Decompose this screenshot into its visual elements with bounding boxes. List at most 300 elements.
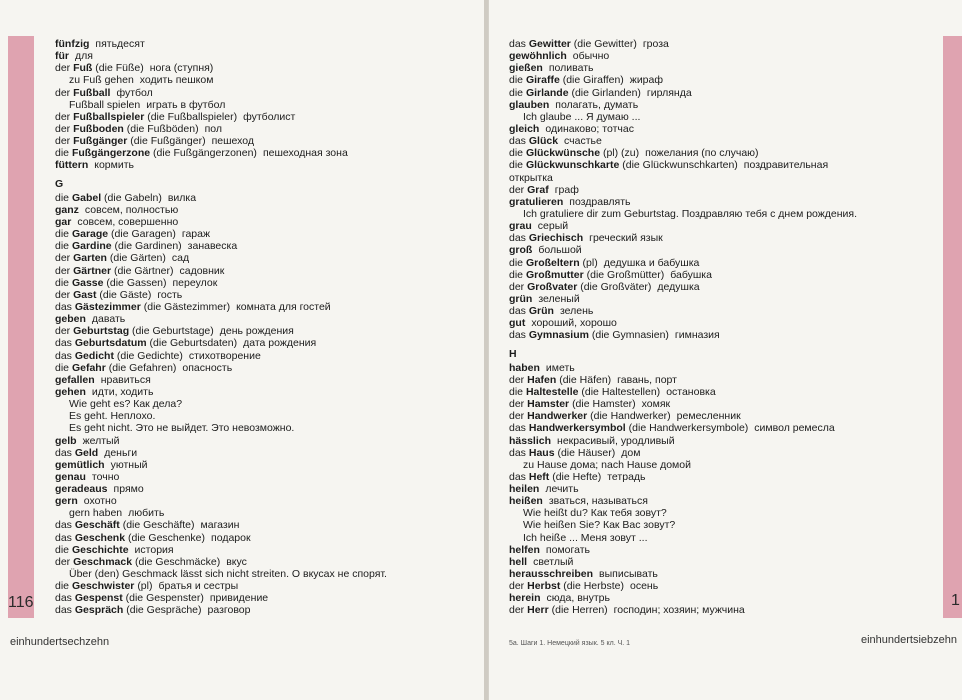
entry-translation: греческий язык [589, 232, 663, 245]
dictionary-entry [509, 184, 939, 196]
entry-headword: Gewitter [528, 38, 571, 50]
entry-article: die [55, 543, 70, 556]
example-phrase [55, 74, 475, 86]
entry-article: der [55, 62, 71, 75]
example-phrase [509, 507, 939, 519]
entry-translation: прямо [113, 483, 144, 496]
dictionary-entry [55, 62, 475, 74]
entry-headword: Girlande [525, 86, 569, 99]
entry-translation: полагать, думать [555, 98, 639, 111]
entry-translation: поливать [548, 62, 594, 75]
entry-article: die [509, 256, 524, 269]
entry-headword: Grün [528, 305, 554, 318]
entry-translation: охотно [83, 495, 117, 508]
entry-grammar: (die Gärtner) [113, 264, 174, 277]
entry-translation: пол [204, 122, 222, 135]
example-phrase [509, 532, 939, 544]
example-phrase [509, 459, 939, 471]
entry-grammar: (die Gabeln) [104, 191, 162, 204]
entry-translation: светлый [533, 555, 574, 568]
entry-translation: поздравительная [743, 159, 829, 172]
entry-grammar: (die Fußgängerzonen) [153, 147, 257, 160]
entry-headword: gemütlich [55, 458, 105, 471]
entry-grammar: (die Girlanden) [571, 86, 641, 99]
entry-headword: Gast [73, 288, 97, 301]
entry-headword: Großvater [527, 280, 578, 293]
example-phrase [55, 410, 475, 422]
entry-translation: пешеходная зона [262, 147, 348, 160]
entry-article: das [55, 337, 72, 350]
entry-translation: зеленый [538, 292, 580, 305]
dictionary-entry [509, 50, 939, 62]
entry-grammar: (die Geburtstage) [132, 325, 214, 338]
entry-grammar: (pl) (zu) [602, 147, 640, 160]
entry-headword: Gabel [71, 191, 102, 204]
entry-translation: большой [538, 244, 582, 257]
dictionary-entry [509, 329, 939, 341]
phrase-text: Wie heißen Sie? Как Вас зовут? [523, 519, 676, 532]
phrase-text: Es geht nicht. Это не выйдет. Это невозможно. [69, 422, 295, 435]
entry-translation: переулок [172, 276, 218, 289]
dictionary-entry [55, 135, 475, 147]
entry-grammar: (die Großmütter) [586, 268, 665, 281]
entry-translation: дедушка [657, 280, 700, 293]
entry-headword: Glückwunschkarte [525, 159, 620, 172]
letter-heading: H [509, 347, 517, 360]
dictionary-entry [509, 362, 939, 374]
entry-article: der [55, 110, 71, 123]
entry-translation: вилка [167, 191, 197, 204]
dictionary-entry [509, 293, 939, 305]
dictionary-entry [55, 435, 475, 447]
entry-article: die [55, 147, 70, 160]
entry-article: die [509, 147, 524, 160]
phrase-text: zu Fuß gehen [69, 74, 134, 87]
right-page-color-tab [943, 36, 962, 618]
dictionary-entry [509, 87, 939, 99]
entry-grammar: (die Häfen) [559, 373, 612, 386]
entry-translation: хомяк [641, 398, 671, 411]
entry-translation: стихотворение [188, 349, 261, 362]
entry-headword: füttern [55, 159, 89, 172]
dictionary-entry [55, 240, 475, 252]
dictionary-entry [55, 216, 475, 228]
entry-headword: Fußboden [73, 122, 124, 135]
entry-translation: дедушка и бабушка [603, 256, 700, 269]
entry-translation: пожелания (по случаю) [645, 147, 759, 160]
entry-translation: тетрадь [607, 470, 646, 483]
entry-translation: магазин [200, 519, 240, 532]
entry-grammar: (die Hefte) [552, 470, 602, 483]
entry-translation: гость [157, 288, 183, 301]
entry-article: das [55, 592, 72, 605]
entry-article: das [55, 531, 72, 544]
entry-headword: Giraffe [525, 74, 560, 87]
entry-article: das [509, 305, 526, 318]
entry-headword: Hafen [527, 373, 557, 386]
dictionary-entry [55, 556, 475, 568]
entry-headword: ganz [55, 203, 79, 216]
dictionary-entry [509, 62, 939, 74]
entry-grammar: (die Gassen) [106, 276, 167, 289]
entry-headword: Griechisch [528, 232, 584, 245]
dictionary-entry [55, 337, 475, 349]
entry-headword: Fußball [73, 86, 111, 99]
entry-headword: Haus [528, 446, 555, 459]
entry-headword: heißen [509, 495, 543, 508]
entry-headword: glauben [509, 98, 550, 111]
example-phrase [55, 99, 475, 111]
entry-headword: Heft [528, 470, 550, 483]
entry-grammar: (die Geburtsdaten) [149, 337, 238, 350]
dictionary-entry [55, 159, 475, 171]
dictionary-entry [509, 422, 939, 434]
entry-headword: Gasse [71, 276, 104, 289]
entry-translation: привидение [209, 592, 269, 605]
entry-translation: выписывать [599, 568, 658, 581]
entry-headword: Fußgänger [73, 135, 128, 148]
entry-headword: helfen [509, 543, 540, 556]
entry-headword: Geschäft [74, 519, 120, 532]
entry-translation: сюда, внутрь [546, 592, 610, 605]
dictionary-entry [509, 147, 939, 159]
dictionary-entry [55, 471, 475, 483]
phrase-translation: ходить пешком [139, 74, 214, 87]
dictionary-entry [509, 495, 939, 507]
entry-translation: нога (ступня) [149, 62, 214, 75]
dictionary-entry [509, 568, 939, 580]
right-page-footnote: 5а. Шаги 1. Немецкий язык. 5 кл. Ч. 1 [509, 640, 631, 647]
entry-headword: Geburtstag [73, 325, 130, 338]
example-phrase [509, 208, 939, 220]
left-page-number: 116 [8, 594, 34, 611]
entry-headword: Geburtsdatum [74, 337, 147, 350]
dictionary-entry [55, 386, 475, 398]
entry-article: die [55, 361, 70, 374]
example-phrase [55, 507, 475, 519]
dictionary-entry [55, 447, 475, 459]
entry-article: der [55, 288, 71, 301]
dictionary-entry [509, 38, 939, 50]
entry-translation: комната для гостей [236, 300, 331, 313]
entry-headword: gewöhnlich [509, 50, 567, 63]
dictionary-entry [509, 604, 939, 616]
entry-headword: Geld [74, 446, 99, 459]
dictionary-entry [55, 147, 475, 159]
entry-headword: Fußgängerzone [71, 147, 151, 160]
entry-translation: остановка [666, 385, 716, 398]
dictionary-entry [55, 313, 475, 325]
dictionary-entry [55, 228, 475, 240]
entry-article: der [509, 398, 525, 411]
entry-article: der [509, 604, 525, 617]
entry-article: die [55, 276, 70, 289]
dictionary-entry [509, 269, 939, 281]
entry-grammar: (die Gefahren) [108, 361, 177, 374]
entry-article: die [509, 159, 524, 172]
entry-translation: желтый [82, 434, 120, 447]
entry-headword: Geschmack [73, 555, 133, 568]
dictionary-entry [509, 232, 939, 244]
entry-translation: серый [537, 220, 569, 233]
entry-grammar: (die Haltestellen) [581, 385, 661, 398]
dictionary-entry [509, 435, 939, 447]
entry-translation: садовник [179, 264, 225, 277]
dictionary-entry [509, 447, 939, 459]
entry-headword: Geschenk [74, 531, 126, 544]
entry-translation: осень [630, 580, 659, 593]
entry-grammar: (die Herbste) [563, 580, 624, 593]
example-phrase [55, 568, 475, 580]
entry-translation: некрасивый, уродливый [557, 434, 675, 447]
entry-grammar: (die Gespenster) [125, 592, 204, 605]
entry-translation: гроза [642, 38, 669, 50]
entry-grammar: (die Gewitter) [573, 38, 637, 50]
entry-headword: gar [55, 215, 72, 228]
entry-grammar: (die Großväter) [580, 280, 652, 293]
dictionary-entry [509, 317, 939, 329]
phrase-translation: любить [128, 507, 165, 520]
entry-translation: пятьдесят [95, 38, 145, 50]
phrase-text: Ich glaube ... Я думаю ... [523, 110, 641, 123]
entry-grammar: (die Glückwunschkarten) [622, 159, 738, 172]
dictionary-entry [509, 257, 939, 269]
dictionary-entry [509, 159, 939, 171]
entry-grammar: (die Geschmäcke) [135, 555, 221, 568]
entry-article: der [55, 264, 71, 277]
dictionary-entry [509, 281, 939, 293]
phrase-text: gern haben [69, 507, 123, 520]
dictionary-entry [509, 123, 939, 135]
entry-grammar: (pl) [137, 580, 153, 593]
entry-translation: дата рождения [243, 337, 317, 350]
entry-article: die [509, 385, 524, 398]
entry-headword: Gärtner [73, 264, 112, 277]
entry-headword: genau [55, 470, 86, 483]
entry-translation: пешеход [211, 135, 255, 148]
entry-article: das [509, 38, 526, 50]
entry-grammar: (die Giraffen) [562, 74, 624, 87]
entry-headword: Glückwünsche [525, 147, 601, 160]
entry-article: der [509, 373, 525, 386]
entry-translation: иметь [545, 361, 575, 374]
entry-translation: история [134, 543, 174, 556]
dictionary-entry [55, 483, 475, 495]
entry-headword: gießen [509, 62, 543, 75]
entry-headword: Graf [527, 183, 549, 196]
dictionary-entry [509, 398, 939, 410]
entry-translation: помогать [545, 543, 590, 556]
entry-grammar: (die Gärten) [109, 252, 166, 265]
entry-translation: день рождения [219, 325, 294, 338]
entry-translation: гавань, порт [617, 373, 677, 386]
entry-headword: gelb [55, 434, 77, 447]
continuation-line [509, 172, 939, 184]
entry-article: das [55, 604, 72, 617]
dictionary-entry [55, 87, 475, 99]
entry-grammar: (die Gardinen) [114, 240, 182, 253]
phrase-text: Wie geht es? Как дела? [69, 398, 183, 411]
entry-grammar: (die Gästezimmer) [143, 300, 231, 313]
entry-headword: Haltestelle [525, 385, 579, 398]
example-phrase [509, 519, 939, 531]
entry-article: die [55, 228, 70, 241]
entry-translation: гирлянда [646, 86, 692, 99]
dictionary-entry [55, 532, 475, 544]
dictionary-entry [55, 277, 475, 289]
entry-article: die [55, 580, 70, 593]
entry-headword: geradeaus [55, 483, 108, 496]
letter-heading: G [55, 177, 64, 190]
entry-translation: поздравлять [569, 195, 631, 208]
right-dictionary-column [509, 38, 939, 617]
entry-translation: бабушка [670, 268, 712, 281]
entry-grammar: (die Gespräche) [126, 604, 202, 617]
entry-translation: опасность [182, 361, 233, 374]
phrase-text: открытка [509, 171, 553, 184]
entry-headword: gratulieren [509, 195, 564, 208]
entry-translation: деньги [104, 446, 138, 459]
dictionary-entry [55, 325, 475, 337]
dictionary-entry [509, 244, 939, 256]
entry-headword: Geschichte [71, 543, 129, 556]
entry-translation: ремесленник [676, 410, 741, 423]
entry-translation: подарок [211, 531, 251, 544]
entry-translation: совсем, совершенно [77, 215, 179, 228]
entry-headword: Fuß [73, 62, 93, 75]
left-page-footer: einhundertsechzehn [10, 636, 110, 648]
dictionary-entry [509, 135, 939, 147]
entry-article: das [55, 446, 72, 459]
entry-translation: граф [554, 183, 579, 196]
entry-article: der [509, 183, 525, 196]
dictionary-entry [55, 592, 475, 604]
entry-translation: лечить [545, 483, 579, 496]
entry-headword: Glück [528, 135, 559, 148]
dictionary-entry [509, 374, 939, 386]
example-phrase [509, 111, 939, 123]
entry-headword: Gästezimmer [74, 300, 141, 313]
entry-translation: занавеска [187, 240, 238, 253]
phrase-text: Es geht. Неплохо. [69, 410, 156, 423]
entry-translation: счастье [564, 135, 602, 148]
phrase-text: zu Hause дома; nach Hause домой [523, 458, 691, 471]
entry-article: die [509, 74, 524, 87]
entry-grammar: (die Fußböden) [126, 122, 199, 135]
entry-headword: Garage [71, 228, 109, 241]
dictionary-entry [509, 592, 939, 604]
dictionary-entry [55, 111, 475, 123]
entry-headword: gefallen [55, 373, 95, 386]
entry-headword: grau [509, 220, 532, 233]
dictionary-entry [509, 410, 939, 422]
entry-grammar: (die Füße) [95, 62, 144, 75]
entry-translation: зваться, называться [548, 495, 648, 508]
entry-grammar: (die Handwerkersymbole) [628, 422, 749, 435]
example-phrase [55, 398, 475, 410]
entry-headword: Großeltern [525, 256, 580, 269]
dictionary-entry [509, 305, 939, 317]
entry-article: das [509, 446, 526, 459]
dictionary-entry [55, 362, 475, 374]
entry-headword: für [55, 50, 69, 63]
entry-translation: братья и сестры [158, 580, 239, 593]
entry-article: das [509, 329, 526, 342]
phrase-text: Wie heißt du? Как тебя зовут? [523, 507, 667, 520]
entry-grammar: (die Hamster) [572, 398, 636, 411]
entry-headword: Herr [527, 604, 549, 617]
entry-headword: Geschwister [71, 580, 135, 593]
entry-headword: Gefahr [71, 361, 106, 374]
entry-grammar: (die Herren) [551, 604, 608, 617]
entry-translation: сад [171, 252, 190, 265]
entry-article: das [55, 300, 72, 313]
entry-headword: Handwerker [527, 410, 588, 423]
entry-translation: нравиться [100, 373, 151, 386]
entry-article: der [509, 580, 525, 593]
entry-article: das [55, 349, 72, 362]
dictionary-entry [509, 196, 939, 208]
entry-grammar: (die Gäste) [99, 288, 152, 301]
entry-headword: Handwerkersymbol [528, 422, 626, 435]
entry-article: die [55, 240, 70, 253]
entry-translation: совсем, полностью [84, 203, 179, 216]
entry-translation: давать [91, 313, 126, 326]
entry-article: das [509, 135, 526, 148]
entry-translation: для [75, 50, 93, 63]
entry-article: der [55, 555, 71, 568]
entry-headword: fünfzig [55, 38, 90, 50]
entry-grammar: (pl) [582, 256, 598, 269]
dictionary-entry [509, 220, 939, 232]
right-page-number: 1 [951, 592, 960, 609]
entry-headword: Hamster [527, 398, 570, 411]
dictionary-entry [55, 495, 475, 507]
entry-article: der [55, 86, 71, 99]
entry-translation: разговор [207, 604, 251, 617]
entry-translation: обычно [572, 50, 610, 63]
entry-headword: gehen [55, 385, 86, 398]
entry-translation: жираф [629, 74, 664, 87]
entry-grammar: (die Garagen) [111, 228, 176, 241]
entry-article: das [509, 422, 526, 435]
entry-headword: herausschreiben [509, 568, 594, 581]
entry-headword: grün [509, 292, 533, 305]
entry-translation: одинаково; тотчас [545, 122, 634, 135]
dictionary-entry [55, 289, 475, 301]
entry-translation: символ ремесла [754, 422, 835, 435]
entry-translation: уютный [110, 458, 148, 471]
entry-grammar: (die Geschäfte) [122, 519, 195, 532]
entry-grammar: (die Häuser) [557, 446, 616, 459]
entry-translation: точно [91, 470, 120, 483]
dictionary-entry [55, 38, 475, 50]
entry-translation: футболист [243, 110, 296, 123]
entry-translation: гараж [181, 228, 210, 241]
entry-article: die [509, 268, 524, 281]
dictionary-entry [509, 580, 939, 592]
dictionary-entry [55, 544, 475, 556]
right-page [488, 0, 962, 700]
entry-headword: Gedicht [74, 349, 114, 362]
left-page-color-tab [8, 36, 34, 618]
dictionary-entry [55, 265, 475, 277]
phrase-text: Über (den) Geschmack lässt sich nicht streiten. О вкусах не спорят. [69, 568, 387, 581]
phrase-text: Ich heiße ... Меня зовут ... [523, 531, 648, 544]
entry-article: der [509, 410, 525, 423]
entry-headword: hell [509, 555, 528, 568]
entry-grammar: (die Geschenke) [127, 531, 206, 544]
